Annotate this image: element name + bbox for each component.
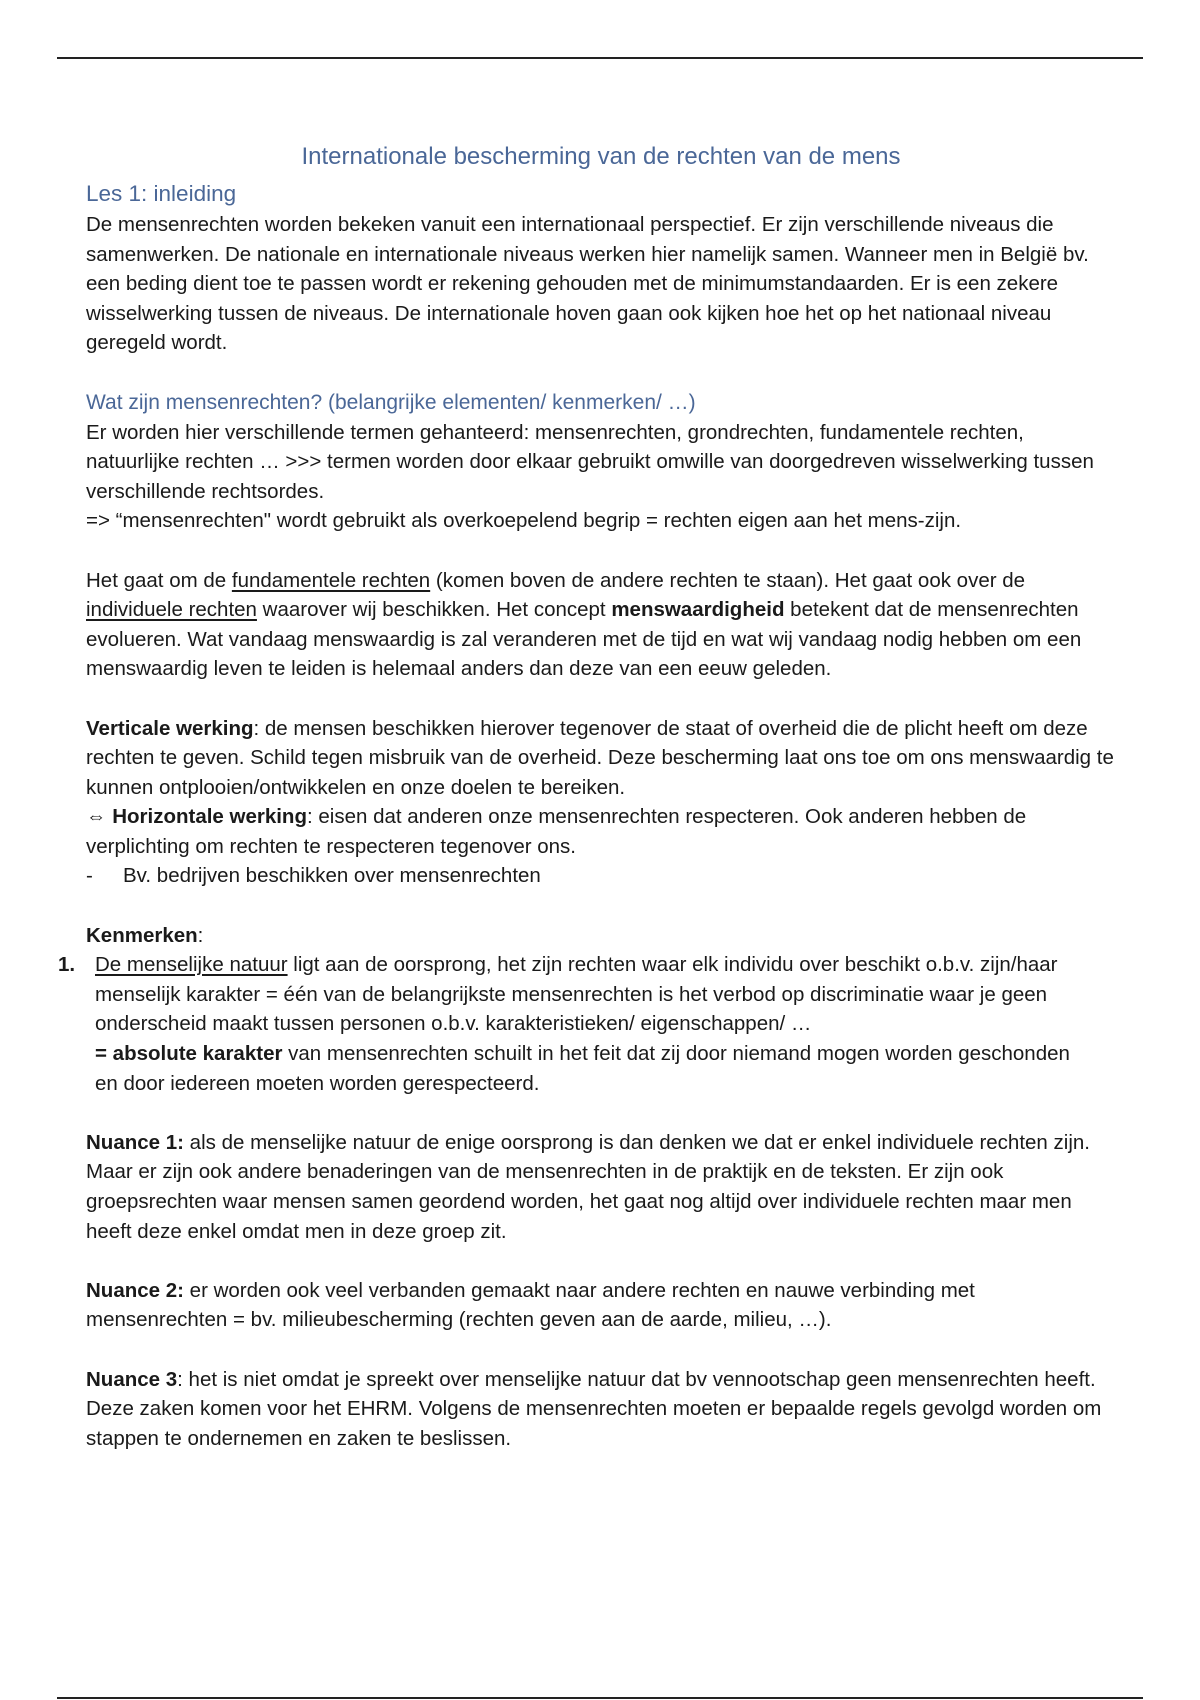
definition-paragraph: => “mensenrechten" wordt gebruikt als overkoepelend begrip = rechten eigen aan het mens-zijn. [86, 509, 962, 533]
verticale-werking-paragraph: Verticale werking: de mensen beschikken hierover tegenover de staat of overheid die de plicht heeft om deze rechten te geven. Schild tegen misbruik van de overheid. Deze bescherming laat ons toe om ons menswaardig te kunnen ontplooien/ontwikkelen en onze doelen te bereiken. [86, 716, 1114, 799]
document-title: Internationale bescherming van de rechten van de mens [301, 143, 901, 170]
numbered-item-1: 1. De menselijke natuur ligt aan de oorsprong, het zijn rechten waar elk individu over beschikt o.b.v. zijn/haar menselijk karakter = één van de belangrijkste mensenrechten is het verbod op discriminatie waar je geen onderscheid maakt tussen personen o.b.v. karakteristieken/ eigenschappen/ … = absolute karakter van mensenrechten schuilt in het feit dat zij door niemand mogen worden geschonden en door iedereen moeten worden gerespecteerd. [58, 950, 1088, 1098]
intro-paragraph: De mensenrechten worden bekeken vanuit een internationaal perspectief. Er zijn verschillende niveaus die samenwerken. De nationale en internationale niveaus werken hier namelijk samen. Wanneer men in België bv. een beding dient toe te passen wordt er rekening gehouden met de minimumstandaarden. Er is een zekere wisselwerking tussen de niveaus. De internationale hoven gaan ook kijken hoe het op het nationaal niveau geregeld wordt. [86, 213, 1089, 355]
bold-menswaardigheid: menswaardigheid [611, 598, 785, 622]
kenmerken-label: Kenmerken: [86, 923, 204, 947]
heading-les-1: Les 1: inleiding [86, 181, 237, 206]
bullet-item: - Bv. bedrijven beschikken over mensenrechten [86, 861, 1116, 891]
nuance-1-paragraph: Nuance 1: als de menselijke natuur de enige oorsprong is dan denken we dat er enkel individuele rechten zijn. Maar er zijn ook andere benaderingen van de mensenrechten in de praktijk en de teksten. Er zijn ook groepsrechten waar mensen samen geordend worden, het gaat nog altijd over individuele rechten maar men heeft deze enkel omdat men in deze groep zit. [86, 1130, 1090, 1243]
nuance-3-paragraph: Nuance 3: het is niet omdat je spreekt over menselijke natuur dat bv vennootschap geen mensenrechten heeft. Deze zaken komen voor het EHRM. Volgens de mensenrechten moeten er bepaalde regels gevolgd worden om stappen te ondernemen en zaken te beslissen. [86, 1367, 1102, 1450]
horizontale-werking-paragraph: ⇔ Horizontale werking: eisen dat anderen onze mensenrechten respecteren. Ook anderen hebben de verplichting om rechten te respecteren tegenover ons. [86, 805, 1027, 858]
dash-marker: - [86, 864, 93, 888]
number-marker: 1. [58, 953, 76, 977]
footer-rule [57, 1697, 1143, 1699]
fundamental-rights-paragraph: Het gaat om de fundamentele rechten (komen boven de andere rechten te staan). Het gaat ook over de individuele rechten waarover wij beschikken. Het concept menswaardigheid betekent dat de mensenrechten evolueren. Wat vandaag menswaardig is zal veranderen met de tijd en wat wij vandaag nodig hebben om een menswaardig leven te leiden is helemaal anders dan deze van een eeuw geleden. [86, 568, 1082, 681]
underlined-individuele-rechten: individuele rechten [86, 598, 257, 622]
heading-wat-zijn-mensenrechten: Wat zijn mensenrechten? (belangrijke elementen/ kenmerken/ …) [86, 390, 696, 414]
header-rule [57, 57, 1143, 59]
terms-paragraph: Er worden hier verschillende termen gehanteerd: mensenrechten, grondrechten, fundamentele rechten, natuurlijke rechten … >>> termen worden door elkaar gebruikt omwille van doorgedreven wisselwerking tussen verschillende rechtsordes. [86, 420, 1094, 503]
underlined-fundamentele-rechten: fundamentele rechten [231, 568, 431, 592]
document-body [58, 140, 1116, 1453]
nuance-2-paragraph: Nuance 2: er worden ook veel verbanden gemaakt naar andere rechten en nauwe verbinding met mensenrechten = bv. milieubescherming (rechten geven aan de aarde, milieu, …). [86, 1278, 975, 1332]
